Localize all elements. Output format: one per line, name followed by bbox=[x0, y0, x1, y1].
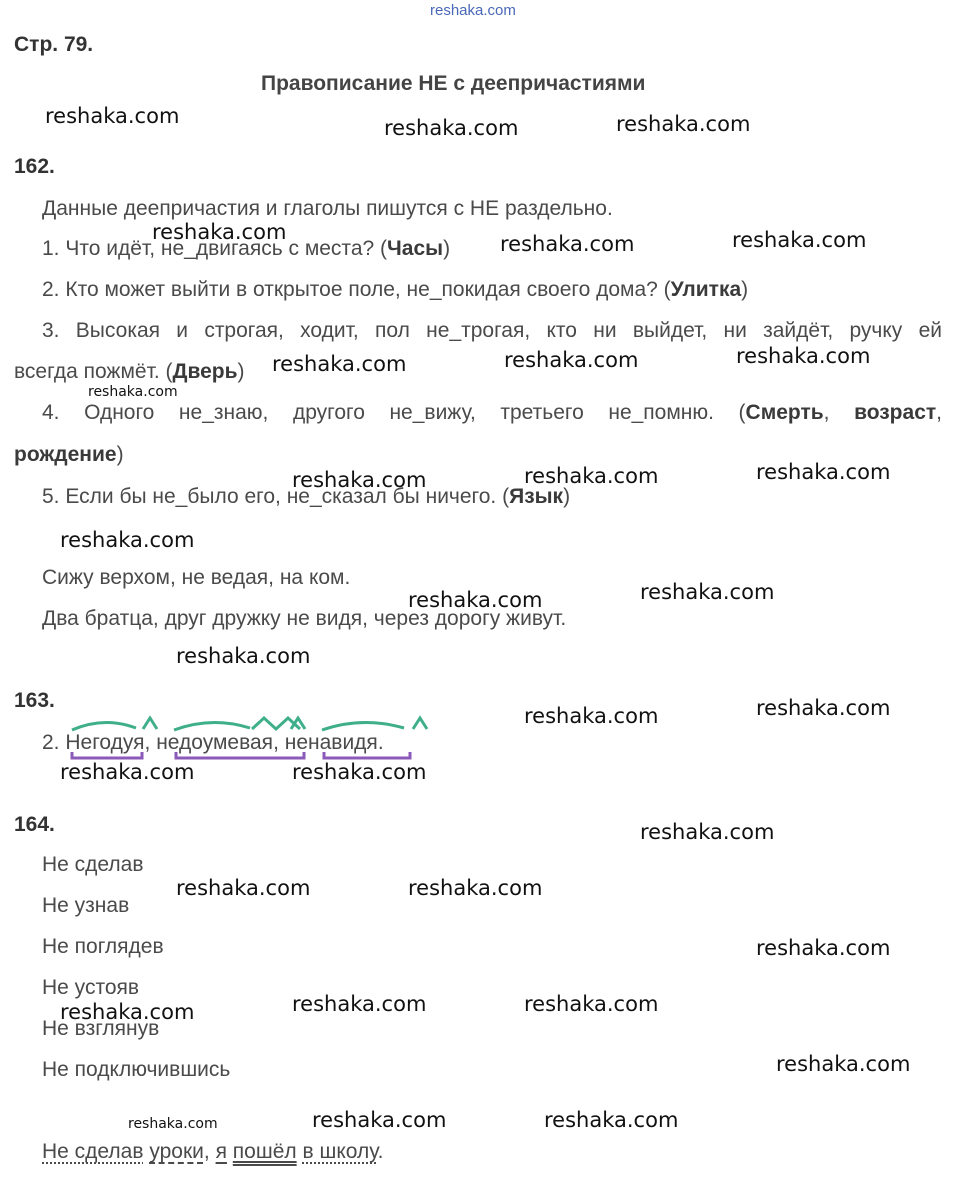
watermark: reshaka.com bbox=[88, 384, 178, 400]
extra-riddle-2: Два братца, друг дружку не видя, через дорогу живут. bbox=[42, 607, 567, 630]
watermark: reshaka.com bbox=[128, 1116, 218, 1132]
riddle-4-answer-3: рождение bbox=[14, 443, 117, 466]
watermark: reshaka.com bbox=[60, 528, 195, 552]
exercise-162-intro: Данные деепричастия и глаголы пишутся с НЕ раздельно. bbox=[42, 197, 613, 220]
riddle-4-answer-2: возраст bbox=[854, 401, 937, 424]
prefix-mark-1 bbox=[72, 752, 142, 758]
riddle-3-answer: Дверь bbox=[172, 360, 238, 383]
site-header-watermark: reshaka.com bbox=[430, 2, 516, 19]
sentence-subject: я bbox=[215, 1140, 227, 1163]
watermark: reshaka.com bbox=[732, 228, 867, 252]
riddle-5-answer: Язык bbox=[509, 485, 564, 508]
list-item: Не сделав bbox=[42, 853, 144, 876]
root-arc-1 bbox=[72, 722, 136, 730]
watermark: reshaka.com bbox=[292, 760, 427, 784]
list-item: Не подключившись bbox=[42, 1058, 231, 1081]
watermark: reshaka.com bbox=[504, 348, 639, 372]
riddle-1-close: ) bbox=[443, 237, 451, 260]
riddle-2-text: 2. Кто может выйти в открытое поле, не_покидая своего дома? ( bbox=[42, 278, 671, 301]
watermark: reshaka.com bbox=[524, 464, 659, 488]
riddle-4-answer-1: Смерть bbox=[745, 401, 824, 424]
word-nenavidya: ненавидя bbox=[284, 731, 378, 754]
riddle-3-line-1: 3. Высокая и строгая, ходит, пол не_трогая, кто ни выйдет, ни зайдёт, ручку ей bbox=[42, 319, 942, 342]
word-nedoumevaya: недоумевая bbox=[156, 731, 274, 754]
sentence-end: . bbox=[377, 1140, 384, 1163]
watermark: reshaka.com bbox=[500, 232, 635, 256]
watermark: reshaka.com bbox=[524, 992, 659, 1016]
watermark: reshaka.com bbox=[176, 644, 311, 668]
watermark: reshaka.com bbox=[176, 876, 311, 900]
prefix-mark-3 bbox=[324, 752, 410, 758]
suffix-caret-3 bbox=[413, 718, 427, 729]
riddle-2-answer: Улитка bbox=[670, 278, 742, 301]
list-item: Не взглянув bbox=[42, 1017, 160, 1040]
watermark: reshaka.com bbox=[384, 116, 519, 140]
sentence-place: в школу bbox=[302, 1140, 378, 1163]
riddle-4-sep-2: , bbox=[936, 401, 942, 424]
exercise-164-number: 164. bbox=[14, 813, 55, 836]
riddle-1-answer: Часы bbox=[387, 237, 444, 260]
riddle-4-close: ) bbox=[116, 443, 124, 466]
exercise-164-sentence bbox=[42, 1140, 383, 1164]
watermark: reshaka.com bbox=[60, 760, 195, 784]
watermark: reshaka.com bbox=[60, 1000, 195, 1024]
riddle-3-text: всегда пожмёт. ( bbox=[14, 360, 173, 383]
sep-1: , bbox=[144, 731, 157, 754]
sep-2: , bbox=[273, 731, 285, 754]
exercise-162-number: 162. bbox=[14, 155, 55, 178]
watermark: reshaka.com bbox=[640, 820, 775, 844]
watermark: reshaka.com bbox=[756, 696, 891, 720]
root-arc-3 bbox=[322, 722, 404, 730]
riddle-1-text: 1. Что идёт, не_двигаясь с места? ( bbox=[42, 237, 388, 260]
prefix-mark-2 bbox=[176, 752, 304, 758]
watermark: reshaka.com bbox=[544, 1108, 679, 1132]
riddle-3-close: ) bbox=[237, 360, 245, 383]
riddle-4-text: 4. Одного не_знаю, другого не_вижу, третьего не_помню. ( bbox=[42, 401, 746, 424]
word-negoduya: Негодуя bbox=[65, 731, 145, 754]
watermark: reshaka.com bbox=[45, 104, 180, 128]
watermark: reshaka.com bbox=[292, 992, 427, 1016]
watermark: reshaka.com bbox=[292, 468, 427, 492]
exercise-163-end: . bbox=[377, 731, 384, 754]
watermark: reshaka.com bbox=[616, 112, 751, 136]
watermark: reshaka.com bbox=[152, 220, 287, 244]
sentence-comma: , bbox=[203, 1140, 216, 1163]
page-label: Стр. 79. bbox=[14, 33, 94, 56]
list-item: Не устояв bbox=[42, 976, 140, 999]
sentence-adverbial: Не сделав bbox=[42, 1140, 144, 1163]
watermark: reshaka.com bbox=[736, 344, 871, 368]
watermark: reshaka.com bbox=[272, 352, 407, 376]
list-item: Не узнав bbox=[42, 894, 130, 917]
suffix-caret-1 bbox=[143, 718, 157, 729]
root-arc-2 bbox=[174, 722, 250, 730]
exercise-163-number: 163. bbox=[14, 689, 55, 712]
exercise-163-prefix: 2. bbox=[42, 731, 66, 754]
watermark: reshaka.com bbox=[524, 704, 659, 728]
watermark: reshaka.com bbox=[756, 460, 891, 484]
riddle-4-sep-1: , bbox=[823, 401, 855, 424]
page-title: Правописание НЕ с деепричастиями bbox=[261, 72, 646, 95]
sentence-object: уроки bbox=[149, 1140, 204, 1163]
list-item: Не поглядев bbox=[42, 935, 164, 958]
watermark: reshaka.com bbox=[408, 876, 543, 900]
riddle-2-close: ) bbox=[741, 278, 749, 301]
watermark: reshaka.com bbox=[756, 936, 891, 960]
extra-riddle-1: Сижу верхом, не ведая, на ком. bbox=[42, 566, 351, 589]
riddle-5-text: 5. Если бы не_было его, не_сказал бы ничего. ( bbox=[42, 485, 510, 508]
sentence-predicate: пошёл bbox=[232, 1140, 297, 1163]
watermark: reshaka.com bbox=[408, 588, 543, 612]
watermark: reshaka.com bbox=[776, 1052, 911, 1076]
watermark: reshaka.com bbox=[640, 580, 775, 604]
riddle-5-close: ) bbox=[563, 485, 571, 508]
watermark: reshaka.com bbox=[312, 1108, 447, 1132]
